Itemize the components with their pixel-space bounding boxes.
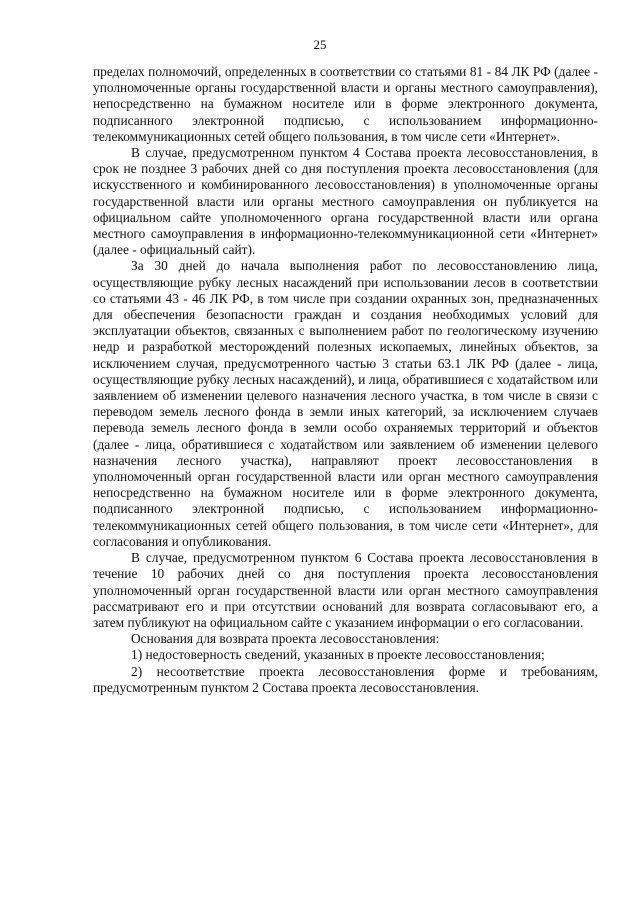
paragraph-publication-case-4: В случае, предусмотренном пунктом 4 Состава проекта лесовосстановления, в срок не позднее 3 рабочих дней со дня поступления проекта лесовосстановления (для искусственного и комбинированного лесовосстановления) в уполномоченные органы государственной власти или органы местного самоуправления он публикуется на официальном сайте уполномоченного органа государственной власти или органа местного самоуправления в информационно-телекоммуникационной сети «Интернет» (далее - официальный сайт). [93,145,598,258]
page-number: 25 [313,37,327,52]
paragraph-return-ground-1: 1) недостоверность сведений, указанных в проекте лесовосстановления; [131,647,545,663]
paragraph-continuation: пределах полномочий, определенных в соответствии со статьями 81 - 84 ЛК РФ (далее - уполномоченные органы государственной власти и органы местного самоуправления), непосредственно на бумажном носителе или в форме электронного документа, подписанного электронной подписью, с использованием информационно-телекоммуникационных сетей общего пользования, в том числе сети «Интернет». [93,64,598,144]
document-body [93,64,598,696]
paragraph-approval-case-6: В случае, предусмотренном пунктом 6 Состава проекта лесовосстановления в течение 10 рабочих дней со дня поступления проекта лесовосстановления уполномоченный орган государственной власти или орган местного самоуправления рассматривают его и при отсутствии оснований для возврата согласовывают его, а затем публикуют на официальном сайте с указанием информации о его согласовании. [93,550,598,630]
paragraph-return-grounds-heading: Основания для возврата проекта лесовосстановления: [131,631,440,647]
paragraph-return-ground-2: 2) несоответствие проекта лесовосстановления форме и требованиям, предусмотренным пунктом 2 Состава проекта лесовосстановления. [93,663,598,695]
paragraph-30-days-submission: За 30 дней до начала выполнения работ по лесовосстановлению лица, осуществляющие рубку лесных насаждений при использовании лесов в соответствии со статьями 43 - 46 ЛК РФ, в том числе при создании охранных зон, предназначенных для обеспечения безопасности граждан и создания необходимых условий для эксплуатации объектов, связанных с выполнением работ по геологическому изучению недр и разработкой месторождений полезных ископаемых, линейных объектов, за исключением случая, предусмотренного частью 3 статьи 63.1 ЛК РФ (далее - лица, осуществляющие рубку лесных насаждений), и лица, обратившиеся с ходатайством или заявлением об изменении целевого назначения лесного участка, в том числе в связи с переводом земель лесного фонда в земли иных категорий, за исключением случаев перевода земель лесного фонда в земли особо охраняемых территорий и объектов (далее - лица, обратившиеся с ходатайством или заявлением об изменении целевого назначения лесного участка), направляют проект лесовосстановления в уполномоченный орган государственной власти или орган местного самоуправления непосредственно на бумажном носителе или в форме электронного документа, подписанного электронной подписью, с использованием информационно-телекоммуникационных сетей общего пользования, в том числе сети «Интернет», для согласования и опубликования. [93,258,598,549]
